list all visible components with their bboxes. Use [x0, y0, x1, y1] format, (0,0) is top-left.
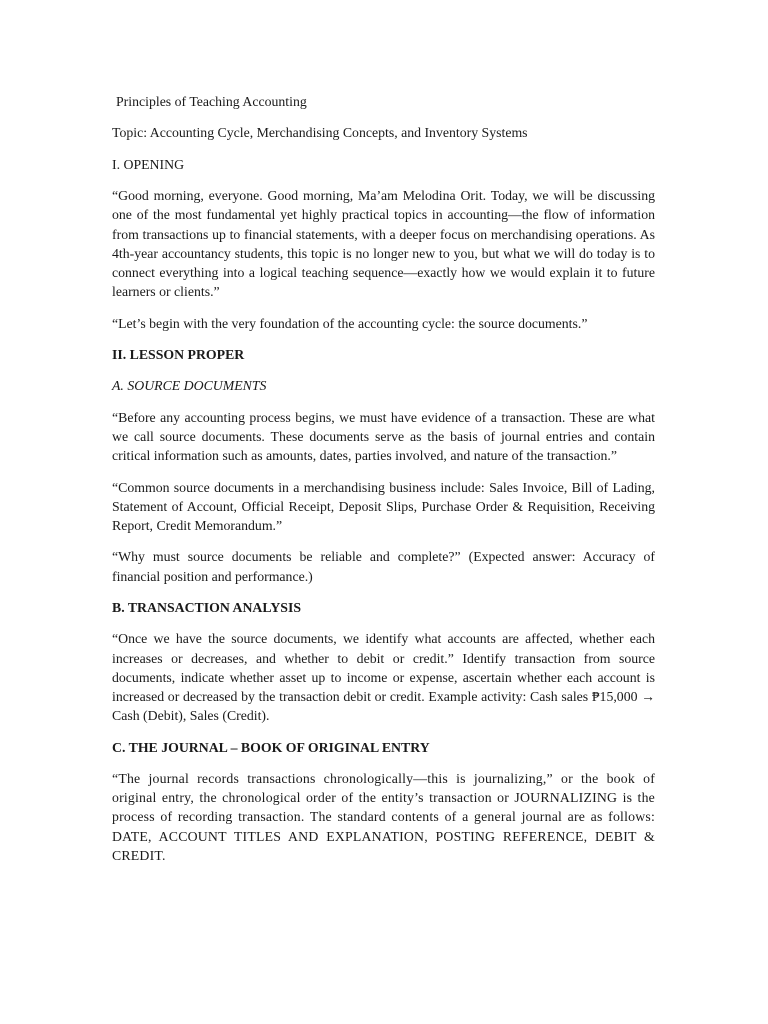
section-a-paragraph-3: “Why must source documents be reliable and complete?” (Expected answer: Accuracy of financial position and performance.)	[112, 549, 655, 584]
section-b-heading: B. TRANSACTION ANALYSIS	[112, 599, 302, 615]
section-c-paragraph-1: “The journal records transactions chronologically—this is journalizing,” or the book of original entry, the chronological order of the entity’s transaction or JOURNALIZING is the process of recording transaction. The standard contents of a general journal are as follows: DATE, ACCOUNT TITLES AND EXPLANATION, POSTING REFERENCE, DEBIT & CREDIT.	[112, 770, 655, 863]
opening-heading: I. OPENING	[112, 156, 185, 172]
section-b-paragraph-1: “Once we have the source documents, we identify what accounts are affected, whether each increases or decreases, and whether to debit or credit.” Identify transaction from source documents, indicate whether asset up to income or expense, ascertain whether each account is increased or decreased by the transaction debit or credit. Example activity: Cash sales ₱15,000 → Cash (Debit), Sales (Credit).	[112, 631, 655, 724]
section-a-paragraph-1: “Before any accounting process begins, we must have evidence of a transaction. These are what we call source documents. These documents serve as the basis of journal entries and contain critical information such as amounts, dates, parties involved, and nature of the transaction.”	[112, 409, 655, 464]
section-a-heading: A. SOURCE DOCUMENTS	[112, 378, 267, 394]
section-a-paragraph-2: “Common source documents in a merchandising business include: Sales Invoice, Bill of Lading, Statement of Account, Official Receipt, Deposit Slips, Purchase Order & Requisition, Receiving Report, Credit Memorandum.”	[112, 479, 655, 533]
opening-paragraph: “Good morning, everyone. Good morning, Ma’am Melodina Orit. Today, we will be discussing one of the most fundamental yet highly practical topics in accounting—the flow of information from transactions up to financial statements, with a deeper focus on merchandising operations. As 4th-year accountancy students, this topic is no longer new to you, but what we will do today is to connect everything into a logical teaching sequence—exactly how we would explain it to future learners or clients.”	[112, 188, 655, 300]
lesson-proper-heading: II. LESSON PROPER	[112, 346, 245, 362]
document-page	[112, 92, 655, 877]
opening-transition: “Let’s begin with the very foundation of the accounting cycle: the source documents.”	[112, 315, 588, 331]
section-c-heading: C. THE JOURNAL – BOOK OF ORIGINAL ENTRY	[112, 739, 430, 755]
course-title: Principles of Teaching Accounting	[116, 94, 307, 109]
topic-line: Topic: Accounting Cycle, Merchandising Concepts, and Inventory Systems	[112, 125, 528, 141]
